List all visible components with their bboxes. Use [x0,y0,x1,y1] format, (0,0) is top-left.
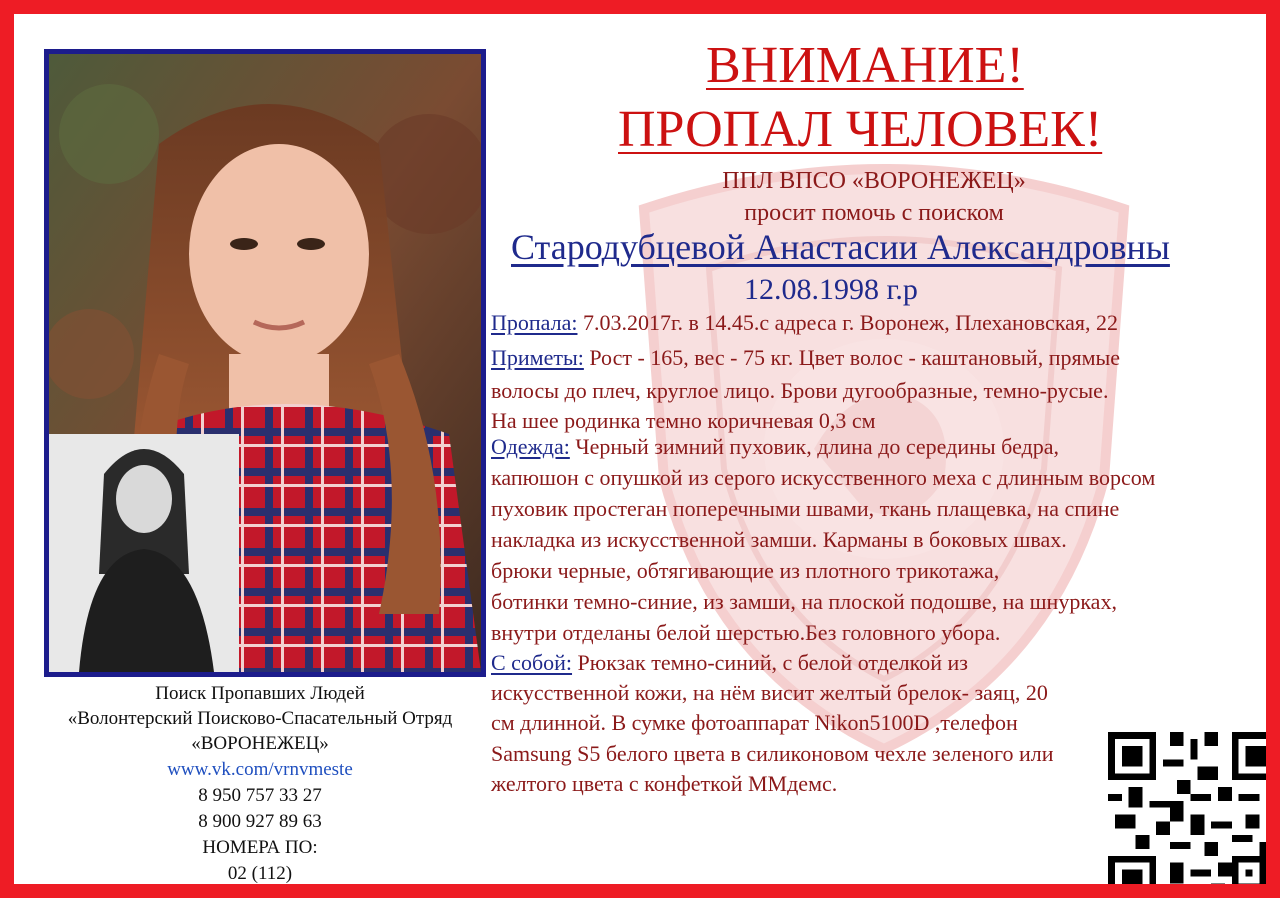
qr-code [1108,732,1280,898]
contact-line-3: «ВОРОНЕЖЕЦ» [191,733,329,754]
belongings-line-3: см длинной. В сумке фотоаппарат Nikon5100D ,телефон [491,710,1018,735]
signs-line-1 [491,345,1120,371]
clothes-text: Черный зимний пуховик, длина до середины бедра, [575,434,1060,459]
birth-date: 12.08.1998 г.р [744,273,918,306]
clothes-line-2: капюшон с опушкой из серого искусственного меха с длинным ворсом [491,465,1156,490]
org-line: ППЛ ВПСО «ВОРОНЕЖЕЦ» [722,168,1026,194]
belongings-text: Рюкзак темно-синий, с белой отделкой из [577,650,968,675]
signs-line-3: На шее родинка темно коричневая 0,3 см [491,408,876,433]
belongings-line-1 [491,650,968,676]
emergency-number: 02 (112) [227,863,293,884]
phone-1: 8 950 757 33 27 [198,785,322,806]
missing-line [491,310,1118,336]
clothes-line-6: ботинки темно-синие, из замши, на плоской подошве, на шнурках, [491,589,1117,614]
numbers-label: НОМЕРА ПО: [202,837,318,858]
signs-line-2: волосы до плеч, круглое лицо. Брови дугообразные, темно-русые. [491,378,1109,403]
clothes-line-3: пуховик простеган поперечными швами, ткань плащевка, на спине [491,496,1120,521]
attention-title: ВНИМАНИЕ! [706,37,1024,94]
clothes-line-5: брюки черные, обтягивающие из плотного трикотажа, [491,558,1000,583]
missing-label: Пропала: [491,310,578,335]
clothes-line-4: накладка из искусственной замши. Карманы в боковых швах. [491,527,1067,552]
clothes-label: Одежда: [491,434,570,459]
signs-label: Приметы: [491,345,584,370]
request-line: просит помочь с поиском [744,200,1004,226]
belongings-line-4: Samsung S5 белого цвета в силиконовом чехле зеленого или [491,741,1054,766]
belongings-line-2: искусственной кожи, на нём висит желтый брелок- заяц, 20 [491,680,1048,705]
person-photo [44,49,486,677]
contact-line-2: «Волонтерский Поисково-Спасательный Отряд [67,708,453,729]
phone-2: 8 900 927 89 63 [198,811,322,832]
belongings-line-5: желтого цвета с конфеткой ММдемс. [491,771,838,796]
vk-link[interactable]: www.vk.com/vrnvmeste [167,759,353,780]
missing-text: 7.03.2017г. в 14.45.с адреса г. Воронеж, Плехановская, 22 [582,310,1119,335]
person-name: Стародубцевой Анастасии Александровны [511,227,1170,267]
missing-person-title: ПРОПАЛ ЧЕЛОВЕК! [618,101,1103,158]
clothes-line-1 [491,434,1059,460]
belongings-label: С собой: [491,650,573,675]
signs-text: Рост - 165, вес - 75 кг. Цвет волос - каштановый, прямые [589,345,1121,370]
clothes-line-7: внутри отделаны белой шерстью.Без головного убора. [491,620,1001,645]
contact-line-1: Поиск Пропавших Людей [155,683,365,704]
